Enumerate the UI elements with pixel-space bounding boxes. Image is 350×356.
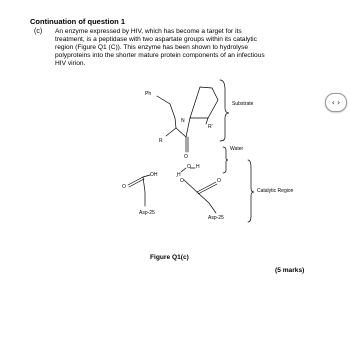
acid-oh-bond xyxy=(143,175,150,177)
residue-label-asp-right: Asp-25 xyxy=(208,215,224,221)
atom-label-o-acid: O xyxy=(122,184,126,190)
water-bond-left xyxy=(181,168,186,172)
bracket-label-water: Water xyxy=(230,146,244,152)
atom-label-h-water-left: H xyxy=(177,172,181,178)
chevron-right-icon[interactable]: › xyxy=(337,97,341,107)
page-nav-widget xyxy=(325,93,347,112)
carboxylate-chain-bond xyxy=(197,192,216,213)
residue-label-asp-left: Asp-25 xyxy=(139,210,155,216)
part-label: (c) xyxy=(34,28,43,35)
question-heading: Continuation of question 1 xyxy=(30,17,125,26)
question-text-line: treatment, is a peptidase with two aspartate groups within its catalytic xyxy=(55,36,257,44)
atom-label-o-carboxylate: O xyxy=(180,178,184,184)
substrate-bracket xyxy=(220,80,229,141)
r-bond xyxy=(166,128,176,136)
atom-label-o-carboxylate2: O xyxy=(217,178,221,184)
carboxylate-o-bond xyxy=(184,180,197,192)
atom-label-ph: Ph xyxy=(145,91,152,97)
acid-chain-bond xyxy=(143,177,145,206)
bracket-label-catalytic: Catalytic Region xyxy=(257,188,294,194)
atom-label-h-water-right: H xyxy=(196,164,200,170)
atom-label-o-carbonyl: O xyxy=(184,154,188,160)
atom-label-o-minus: - xyxy=(176,174,178,180)
atom-label-n: N xyxy=(181,118,185,124)
figure-caption: Figure Q1(c) xyxy=(150,254,189,261)
chevron-left-icon[interactable]: ‹ xyxy=(331,97,335,107)
atom-label-o-water: O xyxy=(187,164,191,170)
carboxylate-carbonyl-double-bond xyxy=(198,184,217,194)
marks-label: (5 marks) xyxy=(275,267,305,274)
atom-label-r: R xyxy=(159,138,163,144)
carboxylate-carbonyl-bond xyxy=(197,182,216,192)
question-text-line: An enzyme expressed by HIV, which has become a target for its xyxy=(55,28,242,35)
catalytic-bracket xyxy=(248,160,254,222)
pyrrolidine-ring xyxy=(190,87,218,118)
substrate-chain-bond xyxy=(157,96,176,128)
atom-label-oh: OH xyxy=(150,172,158,178)
question-text-line: polyproteins into the shorter mature protein components of an infectious xyxy=(55,52,265,60)
water-bracket xyxy=(223,147,228,173)
bracket-label-substrate: Substrate xyxy=(232,101,254,107)
question-text-line: HIV virion. xyxy=(55,60,86,68)
atom-label-r-prime: R' xyxy=(208,124,213,130)
question-text-line: region (Figure Q1 (C)). This enzyme has been shown to hydrolyse xyxy=(55,44,249,52)
